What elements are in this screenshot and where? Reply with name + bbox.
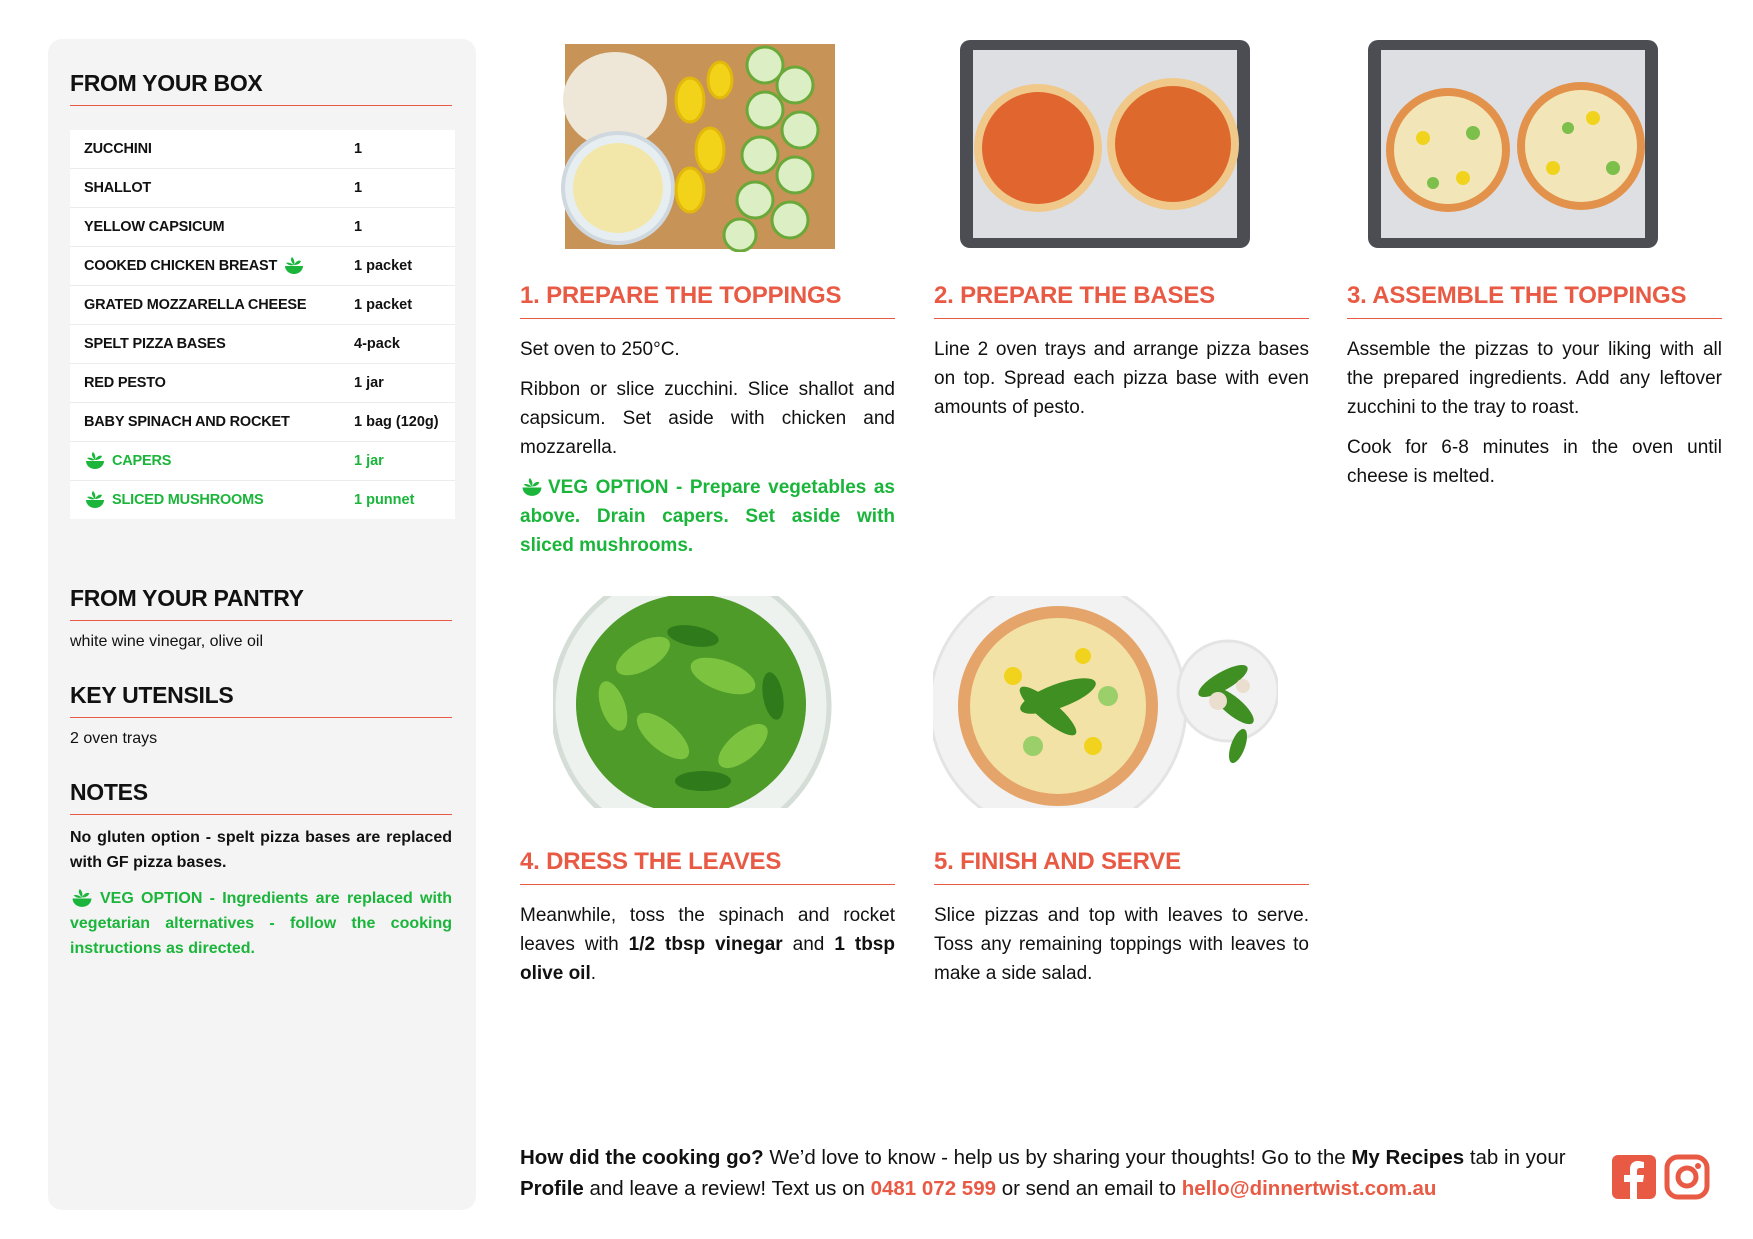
ingredient-qty: 1 [354, 141, 363, 157]
facebook-icon[interactable] [1610, 1153, 1658, 1201]
ingredient-name: SHALLOT [84, 180, 152, 196]
ingredients-panel [48, 39, 476, 1210]
utensils-title: KEY UTENSILS [70, 682, 452, 718]
ingredient-name: SLICED MUSHROOMS [112, 492, 264, 508]
ingredient-qty: 1 packet [354, 297, 413, 313]
footer-text: We’d love to know - help us by sharing your thoughts! Go to the [763, 1146, 1352, 1169]
notes-title: NOTES [70, 779, 452, 815]
toppings-photo [540, 40, 840, 252]
ingredient-name: BABY SPINACH AND ROCKET [84, 414, 290, 430]
my-recipes-label: My Recipes [1351, 1146, 1465, 1169]
step1-text: Ribbon or slice zucchini. Slice shallot and capsicum. Set aside with chicken and mozzarella. [520, 379, 895, 458]
phone-link[interactable]: 0481 072 599 [870, 1177, 996, 1200]
step2-text: Line 2 oven trays and arrange pizza bases on top. Spread each pizza base with even amounts of pesto. [934, 339, 1309, 418]
step4-text-part: . [590, 963, 597, 984]
ingredient-name: ZUCCHINI [84, 141, 152, 157]
step4-text-part: and [782, 934, 835, 955]
footer-question: How did the cooking go? [520, 1146, 764, 1169]
veg-bowl-icon [70, 888, 94, 909]
ingredient-row [70, 130, 455, 169]
footer-text: and leave a review! Text us on [583, 1177, 871, 1200]
ingredient-row [70, 364, 455, 403]
bases-photo [955, 38, 1255, 250]
ingredient-name: YELLOW CAPSICUM [84, 219, 225, 235]
veg-bowl-icon [283, 256, 305, 276]
step4-text [520, 901, 895, 988]
finished-pizza-photo [933, 596, 1278, 808]
step5-body [934, 901, 1309, 999]
ingredient-qty: 1 [354, 180, 363, 196]
pantry-text: white wine vinegar, olive oil [70, 633, 263, 650]
ingredient-row-veg [70, 442, 455, 481]
ingredient-row [70, 325, 455, 364]
ingredient-row [70, 169, 455, 208]
note-veg: VEG OPTION - Ingredients are replaced with vegetarian alternatives - follow the cooking instructions as directed. [70, 890, 452, 957]
ingredient-name: GRATED MOZZARELLA CHEESE [84, 297, 307, 313]
ingredient-qty: 1 [354, 219, 363, 235]
ingredient-row [70, 208, 455, 247]
pantry-title: FROM YOUR PANTRY [70, 585, 452, 621]
ingredient-name: RED PESTO [84, 375, 166, 391]
step1-veg-text: VEG OPTION - Prepare vegetables as above. Drain capers. Set aside with sliced mushrooms. [520, 477, 895, 556]
step4-body [520, 901, 895, 999]
step1-title: 1. PREPARE THE TOPPINGS [520, 282, 895, 319]
ingredient-qty: 1 bag (120g) [354, 414, 439, 430]
assembled-pizzas-photo [1363, 38, 1663, 250]
note-veg-block [70, 886, 452, 961]
step4-title: 4. DRESS THE LEAVES [520, 848, 895, 885]
step4-vinegar-amount: 1/2 tbsp vinegar [628, 934, 783, 955]
step3-body [1347, 335, 1722, 502]
box-ingredients-table [70, 130, 455, 519]
ingredient-qty: 1 jar [354, 453, 384, 469]
step1-body [520, 335, 895, 571]
footer-text: or send an email to [996, 1177, 1182, 1200]
step3-text: Cook for 6-8 minutes in the oven until cheese is melted. [1347, 437, 1722, 487]
step5-text: Slice pizzas and top with leaves to serve. Toss any remaining toppings with leaves to make a side salad. [934, 905, 1309, 984]
step2-body [934, 335, 1309, 433]
veg-bowl-icon [84, 490, 106, 510]
step4-oil-amount: 1 tbsp olive oil [520, 934, 895, 984]
ingredient-qty: 4-pack [354, 336, 400, 352]
veg-bowl-icon [520, 477, 544, 498]
step1-veg-option [520, 473, 895, 560]
ingredient-row-veg [70, 481, 455, 519]
ingredient-name-with-icon [70, 451, 354, 471]
ingredient-name: SPELT PIZZA BASES [84, 336, 226, 352]
step2-title: 2. PREPARE THE BASES [934, 282, 1309, 319]
step1-text: Set oven to 250°C. [520, 339, 680, 360]
email-link[interactable]: hello@dinnertwist.com.au [1181, 1177, 1437, 1200]
ingredient-name-with-icon [70, 490, 354, 510]
ingredient-name-with-icon [70, 256, 354, 276]
ingredient-qty: 1 punnet [354, 492, 415, 508]
from-box-title: FROM YOUR BOX [70, 70, 452, 106]
feedback-footer [520, 1142, 1600, 1204]
ingredient-row [70, 286, 455, 325]
footer-text: tab in your [1464, 1146, 1566, 1169]
utensils-text: 2 oven trays [70, 730, 158, 747]
step4-text-part: Meanwhile, toss the spinach and rocket leaves with [520, 905, 895, 955]
salad-leaves-photo [553, 596, 853, 808]
ingredient-qty: 1 packet [354, 258, 413, 274]
note-gluten: No gluten option - spelt pizza bases are replaced with GF pizza bases. [70, 829, 452, 871]
ingredient-row [70, 403, 455, 442]
ingredient-name: COOKED CHICKEN BREAST [84, 258, 278, 274]
step3-text: Assemble the pizzas to your liking with all the prepared ingredients. Add any leftover zucchini to the tray to roast. [1347, 339, 1722, 418]
step3-title: 3. ASSEMBLE THE TOPPINGS [1347, 282, 1722, 319]
step5-title: 5. FINISH AND SERVE [934, 848, 1309, 885]
profile-label: Profile [520, 1177, 584, 1200]
ingredient-qty: 1 jar [354, 375, 384, 391]
ingredient-row [70, 247, 455, 286]
veg-bowl-icon [84, 451, 106, 471]
ingredient-name: CAPERS [112, 453, 172, 469]
instagram-icon[interactable] [1663, 1153, 1711, 1201]
